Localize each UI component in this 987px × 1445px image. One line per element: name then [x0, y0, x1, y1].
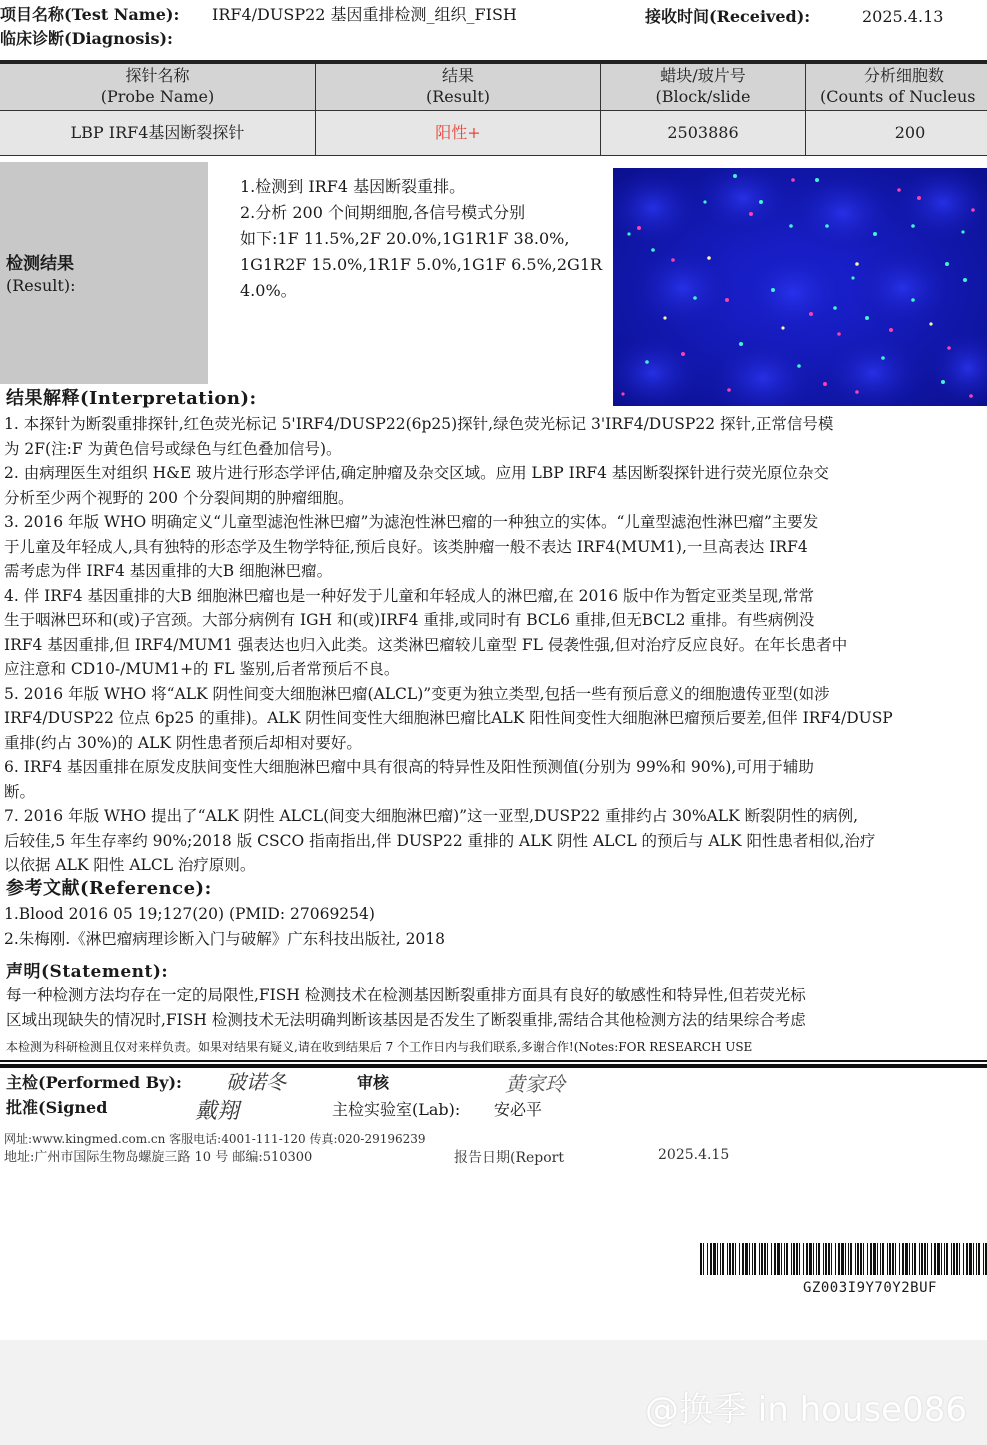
barcode-bar [966, 1243, 968, 1275]
barcode-bar [895, 1243, 896, 1275]
barcode-bar [722, 1243, 724, 1275]
watermark: @换季 in house086 [644, 1390, 967, 1430]
test-name-value: IRF4/DUSP22 基因重排检测_组织_FISH [212, 5, 517, 24]
barcode-bar [828, 1243, 830, 1275]
barcode-bar [799, 1243, 800, 1275]
cell-probe: LBP IRF4基因断裂探针 [70, 123, 245, 142]
barcode-bar [754, 1243, 756, 1275]
barcode-bar [921, 1243, 923, 1275]
barcode-bar [735, 1243, 736, 1275]
barcode-bar [739, 1243, 740, 1275]
barcode-bar [845, 1243, 846, 1275]
detection-label-en: (Result): [6, 276, 76, 295]
approved-signature: 戴翔 [195, 1099, 240, 1124]
barcode-bar [732, 1243, 734, 1275]
report-date-label: 报告日期(Report [454, 1150, 564, 1166]
reference-item: 1.Blood 2016 05 19;127(20) (PMID: 27069254) [4, 905, 375, 923]
barcode-bar [956, 1243, 958, 1275]
interpretation-line: 以依据 ALK 阳性 ALCL 治疗原则。 [4, 856, 256, 874]
barcode-text: GZ003I9Y70Y2BUF [803, 1280, 937, 1296]
col-header-count: 分析细胞数 (Counts of Nucleus [820, 66, 976, 106]
barcode-bar [941, 1243, 942, 1275]
barcode-bar [887, 1243, 888, 1275]
statement-title: 声明(Statement): [6, 962, 169, 982]
col-header-probe: 探针名称 (Probe Name) [100, 66, 215, 106]
barcode-bar [850, 1243, 852, 1275]
barcode-bar [931, 1243, 932, 1275]
interpretation-body [4, 412, 987, 878]
barcode-bar [978, 1243, 980, 1275]
test-name-label: 项目名称(Test Name): [0, 5, 180, 24]
fish-micrograph [613, 168, 987, 406]
barcode-bar [777, 1243, 780, 1275]
col-header-result: 结果 (Result) [425, 66, 491, 106]
barcode-bar [831, 1243, 832, 1275]
barcode-bar [784, 1243, 785, 1275]
barcode-bar [781, 1243, 782, 1275]
interpretation-title: 结果解释(Interpretation): [6, 388, 257, 409]
received-label: 接收时间(Received): [645, 7, 811, 26]
barcode-bar [882, 1243, 884, 1275]
statement-body: 每一种检测方法均存在一定的局限性,FISH 检测技术在检测基因断裂重排方面具有良好的敏感性和特异性,但若荧光标 区域出现缺失的情况时,FISH 检测技术无法明确判断该基因是否发生了断裂重排,需结合其他检测方法的结果综合考虑 [6, 986, 806, 1029]
barcode-bar [729, 1243, 731, 1275]
interpretation-line: 6. IRF4 基因重排在原发皮肤间变性大细胞淋巴瘤中具有很高的特异性及阳性预测值(分别为 99%和 90%),可用于辅助 [4, 758, 814, 776]
review-signature: 黄家玲 [505, 1072, 565, 1096]
interpretation-line: 应注意和 CD10-/MUM1+的 FL 鉴别,后者常预后不良。 [4, 660, 400, 678]
performed-signature: 破诺冬 [226, 1070, 286, 1094]
barcode-bar [959, 1243, 960, 1275]
reference-item: 2.朱梅刚.《淋巴瘤病理诊断入门与破解》广东科技出版社, 2018 [4, 929, 446, 948]
approved-label: 批准(Signed [6, 1098, 108, 1117]
barcode-bar [909, 1243, 910, 1275]
barcode-bar [703, 1243, 704, 1275]
barcode-bar [761, 1243, 763, 1275]
diagnosis-label: 临床诊断(Diagnosis): [0, 29, 173, 48]
barcode-bar [796, 1243, 798, 1275]
barcode-bar [973, 1243, 974, 1275]
interpretation-line: 生于咽淋巴环和(或)子宫颈。大部分病例有 IGH 和(或)IRF4 重排,或同时有 BCL6 重排,但无BCL2 重排。有些病例没 [4, 611, 815, 629]
barcode-bar [880, 1243, 881, 1275]
interpretation-line: IRF4/DUSP22 位点 6p25 的重排)。ALK 阴性间变性大细胞淋巴瘤比ALK 阳性间变性大细胞淋巴瘤预后要差,但伴 IRF4/DUSP [4, 709, 893, 727]
barcode-bar [927, 1243, 928, 1275]
barcode-bar [969, 1243, 972, 1275]
barcode-bar [710, 1243, 712, 1275]
results-table [0, 60, 987, 156]
barcode-bar [764, 1243, 766, 1275]
interpretation-line: 分析至少两个视野的 200 个分裂间期的肿瘤细胞。 [4, 488, 354, 507]
barcode-bar [976, 1243, 977, 1275]
barcode-bar [877, 1243, 878, 1275]
col-header-block: 蜡块/玻片号 (Block/slide [655, 66, 751, 106]
barcode-bar [759, 1243, 760, 1275]
reference-list [4, 902, 445, 951]
barcode-bar [835, 1243, 836, 1275]
barcode-bar [914, 1243, 916, 1275]
table-divider [0, 110, 987, 111]
barcode [700, 1243, 987, 1275]
barcode-bar [707, 1243, 708, 1275]
barcode-bar [774, 1243, 776, 1275]
cell-count: 200 [894, 123, 926, 142]
barcode-bar [892, 1243, 894, 1275]
barcode-bar [825, 1243, 827, 1275]
barcode-bar [863, 1243, 864, 1275]
interpretation-line: 后较佳,5 年生存率约 90%;2018 版 CSCO 指南指出,伴 DUSP22 重排的 ALK 阴性 ALCL 的预后与 ALK 阳性患者相似,治疗 [4, 831, 876, 850]
address-line: 地址:广州市国际生物岛螺旋三路 10 号 邮编:510300 [4, 1150, 313, 1165]
barcode-bar [742, 1243, 744, 1275]
barcode-bar [902, 1243, 904, 1275]
barcode-bar [791, 1243, 792, 1275]
interpretation-line: 7. 2016 年版 WHO 提出了“ALK 阴性 ALCL(间变大细胞淋巴瘤)”这一亚型,DUSP22 重排约占 30%ALK 断裂阴性的病例, [4, 807, 859, 825]
interpretation-line: 需考虑为伴 IRF4 基因重排的大B 细胞淋巴瘤。 [4, 562, 333, 580]
performed-label: 主检(Performed By): [6, 1073, 182, 1092]
divider-rule [0, 1060, 987, 1062]
interpretation-line: 1. 本探针为断裂重排探针,红色荧光标记 5'IRF4/DUSP22(6p25)探针,绿色荧光标记 3'IRF4/DUSP22 探针,正常信号模 [4, 415, 834, 433]
interpretation-line: 断。 [4, 782, 36, 801]
barcode-bar [870, 1243, 872, 1275]
lab-label: 主检实验室(Lab): [332, 1100, 461, 1119]
barcode-bar [806, 1243, 808, 1275]
cell-block: 2503886 [667, 123, 739, 142]
barcode-bar [841, 1243, 844, 1275]
barcode-bar [809, 1243, 812, 1275]
barcode-bar [823, 1243, 824, 1275]
interpretation-line: 4. 伴 IRF4 基因重排的大B 细胞淋巴瘤也是一种好发于儿童和年轻成人的淋巴瘤,在 2016 版中作为暂定亚类呈现,常常 [4, 586, 814, 605]
lab-value: 安必平 [494, 1100, 543, 1119]
interpretation-line: 于儿童及年轻成人,具有独特的形态学及生物学特征,预后良好。该类肿瘤一般不表达 IRF4(MUM1),一旦高表达 IRF4 [4, 537, 808, 556]
table-bottom-rule [0, 155, 987, 156]
barcode-bar [749, 1243, 750, 1275]
barcode-bar [924, 1243, 926, 1275]
barcode-bar [983, 1243, 984, 1275]
barcode-bar [803, 1243, 804, 1275]
received-value: 2025.4.13 [862, 7, 944, 26]
review-label: 审核 [357, 1073, 390, 1092]
barcode-bar [934, 1243, 936, 1275]
cell-result: 阳性+ [435, 123, 481, 142]
barcode-bar [963, 1243, 964, 1275]
barcode-bar [912, 1243, 913, 1275]
barcode-bar [873, 1243, 876, 1275]
reference-title: 参考文献(Reference): [6, 878, 212, 899]
barcode-bar [713, 1243, 716, 1275]
barcode-bar [771, 1243, 772, 1275]
research-note: 本检测为科研检测且仅对来样负责。如果对结果有疑义,请在收到结果后 7 个工作日内与我们联系,多谢合作!(Notes:FOR RESEARCH USE [6, 1040, 753, 1054]
barcode-bar [727, 1243, 728, 1275]
interpretation-line: 5. 2016 年版 WHO 将“ALK 阴性间变大细胞淋巴瘤(ALCL)”变更为独立类型,包括一些有预后意义的细胞遗传亚型(如涉 [4, 684, 830, 703]
contact-line: 网址:www.kingmed.com.cn 客服电话:4001-111-120 传真:020-29196239 [4, 1132, 426, 1146]
divider-rule-thick [0, 1064, 987, 1068]
barcode-bar [946, 1243, 948, 1275]
interpretation-line: 重排(约占 30%)的 ALK 阴性患者预后却相对要好。 [4, 733, 362, 752]
barcode-bar [700, 1243, 702, 1275]
barcode-bar [745, 1243, 748, 1275]
interpretation-line: 3. 2016 年版 WHO 明确定义“儿童型滤泡性淋巴瘤”为滤泡性淋巴瘤的一种独立的实体。“儿童型滤泡性淋巴瘤”主要发 [4, 513, 819, 531]
interpretation-line: 为 2F(注:F 为黄色信号或绿色与红色叠加信号)。 [4, 439, 342, 458]
barcode-bar [717, 1243, 718, 1275]
interpretation-line: 2. 由病理医生对组织 H&E 玻片进行形态学评估,确定肿瘤及杂交区域。应用 LBP IRF4 基因断裂探针进行荧光原位杂交 [4, 464, 829, 482]
barcode-bar [899, 1243, 900, 1275]
barcode-bar [860, 1243, 862, 1275]
barcode-bar [752, 1243, 753, 1275]
detection-text: 1.检测到 IRF4 基因断裂重排。 2.分析 200 个间期细胞,各信号模式分别 如下:1F 11.5%,2F 20.0%,1G1R1F 38.0%, 1G1R2F 15.0%,1R1F 5.0%,1G1F 6.5%,2G1R 4.0%。 [240, 177, 603, 300]
barcode-bar [786, 1243, 788, 1275]
barcode-bar [937, 1243, 940, 1275]
barcode-bar [848, 1243, 849, 1275]
barcode-bar [867, 1243, 868, 1275]
barcode-bar [720, 1243, 721, 1275]
detection-label-zh: 检测结果 [6, 254, 74, 274]
barcode-bar [855, 1243, 856, 1275]
barcode-bar [889, 1243, 891, 1275]
barcode-bar [905, 1243, 908, 1275]
barcode-bar [857, 1243, 859, 1275]
barcode-bar [838, 1243, 840, 1275]
barcode-bar [944, 1243, 945, 1275]
report-date-value: 2025.4.15 [658, 1147, 730, 1163]
barcode-bar [767, 1243, 768, 1275]
barcode-bar [816, 1243, 817, 1275]
barcode-bar [813, 1243, 814, 1275]
barcode-bar [953, 1243, 955, 1275]
barcode-bar [919, 1243, 920, 1275]
barcode-bar [951, 1243, 952, 1275]
barcode-bar [793, 1243, 795, 1275]
barcode-bar [818, 1243, 820, 1275]
interpretation-line: IRF4 基因重排,但 IRF4/MUM1 强表达也归入此类。这类淋巴瘤较儿童型 FL 侵袭性强,但对治疗反应良好。在年长患者中 [4, 635, 848, 654]
